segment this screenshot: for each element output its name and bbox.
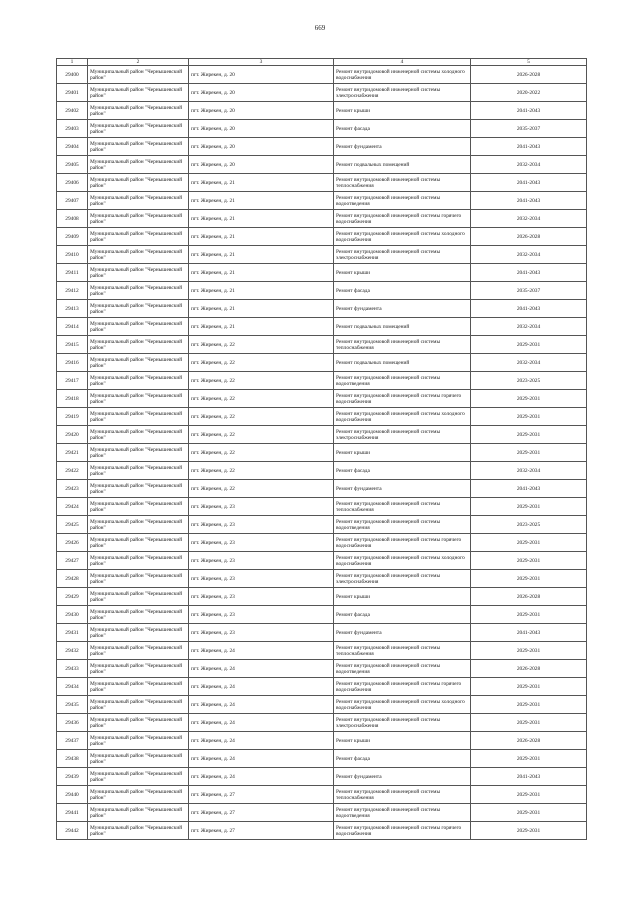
table-row [57, 606, 587, 624]
period-cell: 2026-2028 [471, 660, 587, 678]
municipality-cell: Муниципальный район "Чернышевский район" [88, 786, 189, 804]
municipality-cell: Муниципальный район "Чернышевский район" [88, 282, 189, 300]
municipality-cell: Муниципальный район "Чернышевский район" [88, 264, 189, 282]
table-row [57, 318, 587, 336]
work-type-cell: Ремонт фундамента [334, 138, 471, 156]
column-header-3: 3 [189, 59, 334, 66]
address-cell: пгт. Жирекен, д. 24 [189, 768, 334, 786]
municipality-cell: Муниципальный район "Чернышевский район" [88, 534, 189, 552]
address-cell: пгт. Жирекен, д. 24 [189, 732, 334, 750]
period-cell: 2041-2043 [471, 480, 587, 498]
municipality-cell: Муниципальный район "Чернышевский район" [88, 354, 189, 372]
table-row [57, 822, 587, 840]
municipality-cell: Муниципальный район "Чернышевский район" [88, 714, 189, 732]
table-row [57, 678, 587, 696]
period-cell: 2035-2037 [471, 120, 587, 138]
municipality-cell: Муниципальный район "Чернышевский район" [88, 444, 189, 462]
address-cell: пгт. Жирекен, д. 20 [189, 120, 334, 138]
municipality-cell: Муниципальный район "Чернышевский район" [88, 498, 189, 516]
municipality-cell: Муниципальный район "Чернышевский район" [88, 606, 189, 624]
period-cell: 2029-2031 [471, 786, 587, 804]
table-header-row [57, 59, 587, 66]
municipality-cell: Муниципальный район "Чернышевский район" [88, 804, 189, 822]
work-type-cell: Ремонт крыши [334, 444, 471, 462]
row-number: 29407 [57, 192, 88, 210]
work-type-cell: Ремонт крыши [334, 588, 471, 606]
period-cell: 2029-2031 [471, 570, 587, 588]
address-cell: пгт. Жирекен, д. 22 [189, 462, 334, 480]
table-row [57, 462, 587, 480]
row-number: 29423 [57, 480, 88, 498]
municipality-cell: Муниципальный район "Чернышевский район" [88, 822, 189, 840]
work-type-cell: Ремонт внутридомовой инженерной системы теплоснабжения [334, 642, 471, 660]
table-row [57, 372, 587, 390]
row-number: 29437 [57, 732, 88, 750]
table-row [57, 732, 587, 750]
address-cell: пгт. Жирекен, д. 22 [189, 354, 334, 372]
row-number: 29421 [57, 444, 88, 462]
row-number: 29440 [57, 786, 88, 804]
row-number: 29422 [57, 462, 88, 480]
table-row [57, 786, 587, 804]
work-type-cell: Ремонт внутридомовой инженерной системы холодного водоснабжения [334, 66, 471, 84]
table-row [57, 498, 587, 516]
work-type-cell: Ремонт внутридомовой инженерной системы теплоснабжения [334, 498, 471, 516]
row-number: 29431 [57, 624, 88, 642]
table-row [57, 696, 587, 714]
municipality-cell: Муниципальный район "Чернышевский район" [88, 120, 189, 138]
table-row [57, 768, 587, 786]
address-cell: пгт. Жирекен, д. 22 [189, 426, 334, 444]
row-number: 29414 [57, 318, 88, 336]
period-cell: 2026-2028 [471, 732, 587, 750]
address-cell: пгт. Жирекен, д. 20 [189, 138, 334, 156]
work-type-cell: Ремонт подвальных помещений [334, 354, 471, 372]
address-cell: пгт. Жирекен, д. 21 [189, 246, 334, 264]
table-row [57, 750, 587, 768]
period-cell: 2029-2031 [471, 408, 587, 426]
row-number: 29400 [57, 66, 88, 84]
work-type-cell: Ремонт фундамента [334, 300, 471, 318]
work-type-cell: Ремонт внутридомовой инженерной системы теплоснабжения [334, 336, 471, 354]
row-number: 29434 [57, 678, 88, 696]
row-number: 29420 [57, 426, 88, 444]
address-cell: пгт. Жирекен, д. 22 [189, 336, 334, 354]
period-cell: 2029-2031 [471, 390, 587, 408]
period-cell: 2041-2043 [471, 138, 587, 156]
period-cell: 2029-2031 [471, 678, 587, 696]
municipality-cell: Муниципальный район "Чернышевский район" [88, 84, 189, 102]
row-number: 29405 [57, 156, 88, 174]
work-type-cell: Ремонт фасада [334, 282, 471, 300]
work-type-cell: Ремонт фундамента [334, 768, 471, 786]
table-row [57, 120, 587, 138]
municipality-cell: Муниципальный район "Чернышевский район" [88, 66, 189, 84]
period-cell: 2029-2031 [471, 552, 587, 570]
address-cell: пгт. Жирекен, д. 27 [189, 822, 334, 840]
period-cell: 2029-2031 [471, 714, 587, 732]
work-type-cell: Ремонт фасада [334, 606, 471, 624]
table-row [57, 246, 587, 264]
table-row [57, 156, 587, 174]
municipality-cell: Муниципальный район "Чернышевский район" [88, 588, 189, 606]
municipality-cell: Муниципальный район "Чернышевский район" [88, 426, 189, 444]
row-number: 29429 [57, 588, 88, 606]
table-row [57, 534, 587, 552]
work-type-cell: Ремонт крыши [334, 102, 471, 120]
address-cell: пгт. Жирекен, д. 22 [189, 408, 334, 426]
address-cell: пгт. Жирекен, д. 21 [189, 282, 334, 300]
period-cell: 2029-2031 [471, 750, 587, 768]
page-number: 669 [314, 24, 326, 32]
row-number: 29404 [57, 138, 88, 156]
address-cell: пгт. Жирекен, д. 23 [189, 516, 334, 534]
column-header-5: 5 [471, 59, 587, 66]
address-cell: пгт. Жирекен, д. 23 [189, 534, 334, 552]
table-row [57, 138, 587, 156]
table-row [57, 354, 587, 372]
municipality-cell: Муниципальный район "Чернышевский район" [88, 336, 189, 354]
work-type-cell: Ремонт внутридомовой инженерной системы водоотведения [334, 516, 471, 534]
table-row [57, 192, 587, 210]
work-type-cell: Ремонт фундамента [334, 480, 471, 498]
work-type-cell: Ремонт крыши [334, 264, 471, 282]
period-cell: 2032-2034 [471, 210, 587, 228]
period-cell: 2032-2034 [471, 462, 587, 480]
table-body [57, 66, 587, 840]
row-number: 29413 [57, 300, 88, 318]
table-row [57, 444, 587, 462]
period-cell: 2041-2043 [471, 102, 587, 120]
table-row [57, 210, 587, 228]
table-row [57, 102, 587, 120]
municipality-cell: Муниципальный район "Чернышевский район" [88, 300, 189, 318]
address-cell: пгт. Жирекен, д. 24 [189, 678, 334, 696]
work-type-cell: Ремонт внутридомовой инженерной системы электроснабжения [334, 714, 471, 732]
period-cell: 2041-2043 [471, 264, 587, 282]
table-row [57, 642, 587, 660]
work-type-cell: Ремонт внутридомовой инженерной системы электроснабжения [334, 426, 471, 444]
row-number: 29419 [57, 408, 88, 426]
work-type-cell: Ремонт внутридомовой инженерной системы горячего водоснабжения [334, 390, 471, 408]
municipality-cell: Муниципальный район "Чернышевский район" [88, 570, 189, 588]
row-number: 29433 [57, 660, 88, 678]
work-type-cell: Ремонт внутридомовой инженерной системы холодного водоснабжения [334, 228, 471, 246]
work-type-cell: Ремонт фасада [334, 750, 471, 768]
work-type-cell: Ремонт внутридомовой инженерной системы теплоснабжения [334, 174, 471, 192]
address-cell: пгт. Жирекен, д. 20 [189, 156, 334, 174]
table-row [57, 66, 587, 84]
municipality-cell: Муниципальный район "Чернышевский район" [88, 192, 189, 210]
municipality-cell: Муниципальный район "Чернышевский район" [88, 552, 189, 570]
municipality-cell: Муниципальный район "Чернышевский район" [88, 372, 189, 390]
municipality-cell: Муниципальный район "Чернышевский район" [88, 210, 189, 228]
address-cell: пгт. Жирекен, д. 21 [189, 264, 334, 282]
period-cell: 2032-2034 [471, 354, 587, 372]
table-row [57, 390, 587, 408]
period-cell: 2020-2022 [471, 84, 587, 102]
municipality-cell: Муниципальный район "Чернышевский район" [88, 318, 189, 336]
table-row [57, 480, 587, 498]
address-cell: пгт. Жирекен, д. 24 [189, 696, 334, 714]
municipality-cell: Муниципальный район "Чернышевский район" [88, 138, 189, 156]
table-row [57, 84, 587, 102]
work-type-cell: Ремонт фундамента [334, 624, 471, 642]
row-number: 29409 [57, 228, 88, 246]
work-type-cell: Ремонт внутридомовой инженерной системы водоотведения [334, 804, 471, 822]
municipality-cell: Муниципальный район "Чернышевский район" [88, 750, 189, 768]
address-cell: пгт. Жирекен, д. 21 [189, 210, 334, 228]
row-number: 29438 [57, 750, 88, 768]
municipality-cell: Муниципальный район "Чернышевский район" [88, 480, 189, 498]
work-type-cell: Ремонт подвальных помещений [334, 156, 471, 174]
row-number: 29402 [57, 102, 88, 120]
row-number: 29426 [57, 534, 88, 552]
address-cell: пгт. Жирекен, д. 23 [189, 552, 334, 570]
work-type-cell: Ремонт внутридомовой инженерной системы теплоснабжения [334, 786, 471, 804]
address-cell: пгт. Жирекен, д. 24 [189, 660, 334, 678]
column-header-2: 2 [88, 59, 189, 66]
municipality-cell: Муниципальный район "Чернышевский район" [88, 156, 189, 174]
work-type-cell: Ремонт подвальных помещений [334, 318, 471, 336]
address-cell: пгт. Жирекен, д. 23 [189, 498, 334, 516]
address-cell: пгт. Жирекен, д. 22 [189, 372, 334, 390]
row-number: 29441 [57, 804, 88, 822]
address-cell: пгт. Жирекен, д. 23 [189, 624, 334, 642]
period-cell: 2029-2031 [471, 606, 587, 624]
row-number: 29442 [57, 822, 88, 840]
work-type-cell: Ремонт внутридомовой инженерной системы электроснабжения [334, 570, 471, 588]
address-cell: пгт. Жирекен, д. 27 [189, 786, 334, 804]
period-cell: 2029-2031 [471, 336, 587, 354]
period-cell: 2041-2043 [471, 192, 587, 210]
row-number: 29416 [57, 354, 88, 372]
period-cell: 2029-2031 [471, 444, 587, 462]
address-cell: пгт. Жирекен, д. 24 [189, 750, 334, 768]
table-row [57, 264, 587, 282]
row-number: 29418 [57, 390, 88, 408]
municipality-cell: Муниципальный район "Чернышевский район" [88, 462, 189, 480]
period-cell: 2032-2034 [471, 246, 587, 264]
row-number: 29427 [57, 552, 88, 570]
table-row [57, 570, 587, 588]
row-number: 29432 [57, 642, 88, 660]
address-cell: пгт. Жирекен, д. 27 [189, 804, 334, 822]
period-cell: 2029-2031 [471, 534, 587, 552]
table-row [57, 336, 587, 354]
municipality-cell: Муниципальный район "Чернышевский район" [88, 174, 189, 192]
work-type-cell: Ремонт фасада [334, 120, 471, 138]
period-cell: 2023-2025 [471, 372, 587, 390]
table-row [57, 714, 587, 732]
period-cell: 2029-2031 [471, 642, 587, 660]
period-cell: 2026-2028 [471, 66, 587, 84]
period-cell: 2026-2028 [471, 588, 587, 606]
table-row [57, 552, 587, 570]
work-type-cell: Ремонт внутридомовой инженерной системы горячего водоснабжения [334, 534, 471, 552]
work-type-cell: Ремонт внутридомовой инженерной системы горячего водоснабжения [334, 678, 471, 696]
row-number: 29415 [57, 336, 88, 354]
table-row [57, 300, 587, 318]
row-number: 29435 [57, 696, 88, 714]
repair-schedule-table [56, 58, 587, 840]
address-cell: пгт. Жирекен, д. 22 [189, 444, 334, 462]
address-cell: пгт. Жирекен, д. 21 [189, 300, 334, 318]
row-number: 29428 [57, 570, 88, 588]
table-row [57, 588, 587, 606]
municipality-cell: Муниципальный район "Чернышевский район" [88, 408, 189, 426]
table-row [57, 660, 587, 678]
work-type-cell: Ремонт внутридомовой инженерной системы холодного водоснабжения [334, 408, 471, 426]
municipality-cell: Муниципальный район "Чернышевский район" [88, 390, 189, 408]
address-cell: пгт. Жирекен, д. 21 [189, 174, 334, 192]
address-cell: пгт. Жирекен, д. 21 [189, 318, 334, 336]
period-cell: 2023-2025 [471, 516, 587, 534]
column-header-1: 1 [57, 59, 88, 66]
table-row [57, 174, 587, 192]
municipality-cell: Муниципальный район "Чернышевский район" [88, 642, 189, 660]
row-number: 29412 [57, 282, 88, 300]
period-cell: 2029-2031 [471, 426, 587, 444]
address-cell: пгт. Жирекен, д. 21 [189, 228, 334, 246]
table-row [57, 516, 587, 534]
work-type-cell: Ремонт внутридомовой инженерной системы холодного водоснабжения [334, 552, 471, 570]
row-number: 29425 [57, 516, 88, 534]
table-row [57, 228, 587, 246]
period-cell: 2041-2043 [471, 624, 587, 642]
row-number: 29410 [57, 246, 88, 264]
address-cell: пгт. Жирекен, д. 21 [189, 192, 334, 210]
work-type-cell: Ремонт крыши [334, 732, 471, 750]
row-number: 29411 [57, 264, 88, 282]
address-cell: пгт. Жирекен, д. 24 [189, 714, 334, 732]
municipality-cell: Муниципальный район "Чернышевский район" [88, 768, 189, 786]
work-type-cell: Ремонт внутридомовой инженерной системы электроснабжения [334, 246, 471, 264]
work-type-cell: Ремонт внутридомовой инженерной системы водоотведения [334, 372, 471, 390]
municipality-cell: Муниципальный район "Чернышевский район" [88, 696, 189, 714]
table-row [57, 408, 587, 426]
period-cell: 2041-2043 [471, 768, 587, 786]
row-number: 29401 [57, 84, 88, 102]
row-number: 29406 [57, 174, 88, 192]
row-number: 29430 [57, 606, 88, 624]
address-cell: пгт. Жирекен, д. 20 [189, 66, 334, 84]
work-type-cell: Ремонт внутридомовой инженерной системы водоотведения [334, 192, 471, 210]
municipality-cell: Муниципальный район "Чернышевский район" [88, 660, 189, 678]
work-type-cell: Ремонт внутридомовой инженерной системы холодного водоснабжения [334, 696, 471, 714]
table-row [57, 282, 587, 300]
period-cell: 2026-2028 [471, 228, 587, 246]
address-cell: пгт. Жирекен, д. 23 [189, 606, 334, 624]
address-cell: пгт. Жирекен, д. 20 [189, 84, 334, 102]
table-row [57, 804, 587, 822]
period-cell: 2029-2031 [471, 822, 587, 840]
period-cell: 2041-2043 [471, 300, 587, 318]
work-type-cell: Ремонт фасада [334, 462, 471, 480]
period-cell: 2029-2031 [471, 804, 587, 822]
municipality-cell: Муниципальный район "Чернышевский район" [88, 228, 189, 246]
municipality-cell: Муниципальный район "Чернышевский район" [88, 102, 189, 120]
period-cell: 2032-2034 [471, 156, 587, 174]
row-number: 29403 [57, 120, 88, 138]
row-number: 29439 [57, 768, 88, 786]
work-type-cell: Ремонт внутридомовой инженерной системы электроснабжения [334, 84, 471, 102]
address-cell: пгт. Жирекен, д. 22 [189, 480, 334, 498]
address-cell: пгт. Жирекен, д. 23 [189, 588, 334, 606]
period-cell: 2032-2034 [471, 318, 587, 336]
row-number: 29408 [57, 210, 88, 228]
work-type-cell: Ремонт внутридомовой инженерной системы горячего водоснабжения [334, 822, 471, 840]
period-cell: 2029-2031 [471, 696, 587, 714]
work-type-cell: Ремонт внутридомовой инженерной системы горячего водоснабжения [334, 210, 471, 228]
column-header-4: 4 [334, 59, 471, 66]
row-number: 29424 [57, 498, 88, 516]
row-number: 29417 [57, 372, 88, 390]
period-cell: 2029-2031 [471, 498, 587, 516]
municipality-cell: Муниципальный район "Чернышевский район" [88, 516, 189, 534]
address-cell: пгт. Жирекен, д. 24 [189, 642, 334, 660]
address-cell: пгт. Жирекен, д. 20 [189, 102, 334, 120]
table-row [57, 426, 587, 444]
municipality-cell: Муниципальный район "Чернышевский район" [88, 732, 189, 750]
address-cell: пгт. Жирекен, д. 23 [189, 570, 334, 588]
work-type-cell: Ремонт внутридомовой инженерной системы водоотведения [334, 660, 471, 678]
municipality-cell: Муниципальный район "Чернышевский район" [88, 624, 189, 642]
address-cell: пгт. Жирекен, д. 22 [189, 390, 334, 408]
municipality-cell: Муниципальный район "Чернышевский район" [88, 678, 189, 696]
row-number: 29436 [57, 714, 88, 732]
municipality-cell: Муниципальный район "Чернышевский район" [88, 246, 189, 264]
period-cell: 2035-2037 [471, 282, 587, 300]
period-cell: 2041-2043 [471, 174, 587, 192]
table-row [57, 624, 587, 642]
